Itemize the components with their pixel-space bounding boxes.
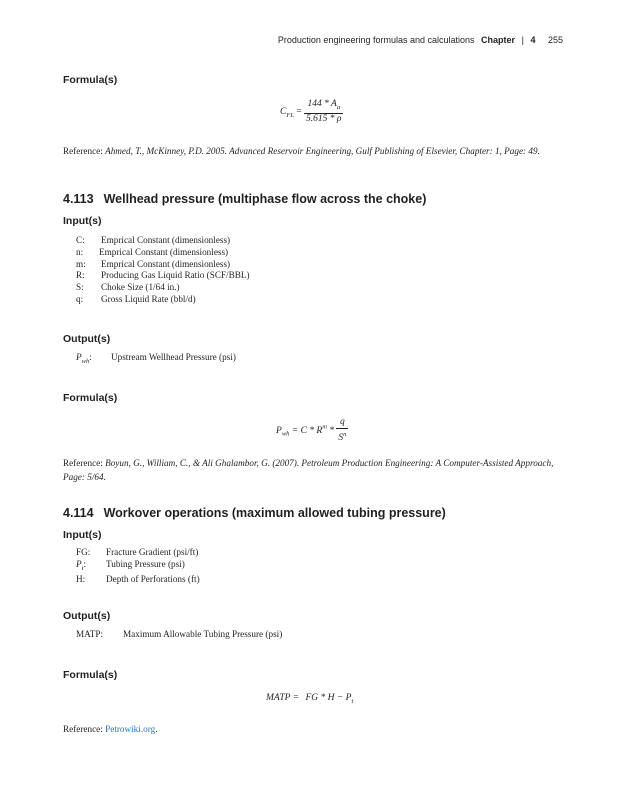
reference-boyun: Reference: Boyun, G., William, C., & Ali Ghalambor, G. (2007). Petroleum Production Engineering: A Computer-Assisted Approach, Page: 5/64.: [63, 458, 554, 482]
formula-cfl: [280, 99, 343, 125]
page-number: 255: [547, 35, 563, 45]
list-item: q: Gross Liquid Rate (bbl/d): [76, 293, 196, 304]
formula-cfl-equals: =: [296, 107, 302, 118]
section-4113-title: 4.113 Wellhead pressure (multiphase flow across the choke): [63, 192, 427, 206]
formula-pwh-fraction: $\frac{q}{S^n}$: [338, 417, 347, 444]
list-item: FG: Fracture Gradient (psi/ft): [76, 547, 199, 557]
running-header: [278, 35, 563, 45]
formula-cfl-numerator: $144 * A_a$: [304, 99, 343, 114]
list-item: C: Emprical Constant (dimensionless): [76, 235, 231, 245]
section-4114-inputs-heading: Input(s): [63, 529, 102, 541]
header-title: Production engineering formulas and calculations: [277, 35, 475, 45]
section-4113-outputs-list: [76, 352, 236, 368]
list-item: MATP: Maximum Allowable Tubing Pressure (psi): [76, 629, 283, 639]
section-4114-formula-heading: Formula(s): [63, 669, 118, 681]
section-4114-title: 4.114 Workover operations (maximum allowed tubing pressure): [63, 506, 446, 520]
formula-cfl-fraction: [304, 99, 343, 125]
section-4113-inputs-heading: Input(s): [63, 215, 102, 227]
reference-ahmed: Reference: Ahmed, T., McKinney, P.D. 2005. Advanced Reservoir Engineering, Gulf Publishing of Elsevier, Chapter: 1, Page: 49.: [63, 146, 540, 156]
header-chapter-number: 4: [530, 35, 536, 45]
section-4113-outputs-heading: Output(s): [63, 333, 111, 345]
formula-matp: MATP = FG * $H - P_t$: [266, 693, 354, 705]
list-item: S: Choke Size (1/64 in.): [76, 282, 180, 293]
section-4114-outputs-list: [76, 629, 282, 641]
formula-pwh: $P_{wh} = C * R^m$ * $\frac{q}{S^n}$: [276, 417, 347, 444]
section-4114-outputs-heading: Output(s): [63, 610, 111, 622]
petrowiki-link[interactable]: Petrowiki.org: [105, 724, 156, 734]
formula-cfl-lhs: $C_{FL}$: [280, 107, 294, 120]
header-chapter-label: Chapter: [481, 35, 516, 45]
reference-petrowiki: Reference: Petrowiki.org.: [63, 724, 158, 734]
list-item: H: Depth of Perforations (ft): [76, 574, 200, 585]
list-item: m: Emprical Constant (dimensionless): [76, 258, 231, 269]
formula-cfl-denominator: 5.615 * ρ: [306, 113, 342, 124]
section-4114-inputs-list: [76, 547, 200, 586]
formula-heading-top: Formula(s): [63, 74, 118, 86]
list-item: R: Producing Gas Liquid Ratio (SCF/BBL): [76, 270, 250, 281]
list-item: n: Emprical Constant (dimensionless): [76, 246, 229, 257]
section-4113-formula-heading: Formula(s): [63, 392, 118, 404]
list-item: $P_{wh}$: Upstream Wellhead Pressure (psi): [76, 352, 236, 365]
section-4113-inputs-list: [76, 235, 250, 306]
header-separator: |: [521, 35, 524, 45]
list-item: $P_t$: Tubing Pressure (psi): [76, 558, 185, 572]
